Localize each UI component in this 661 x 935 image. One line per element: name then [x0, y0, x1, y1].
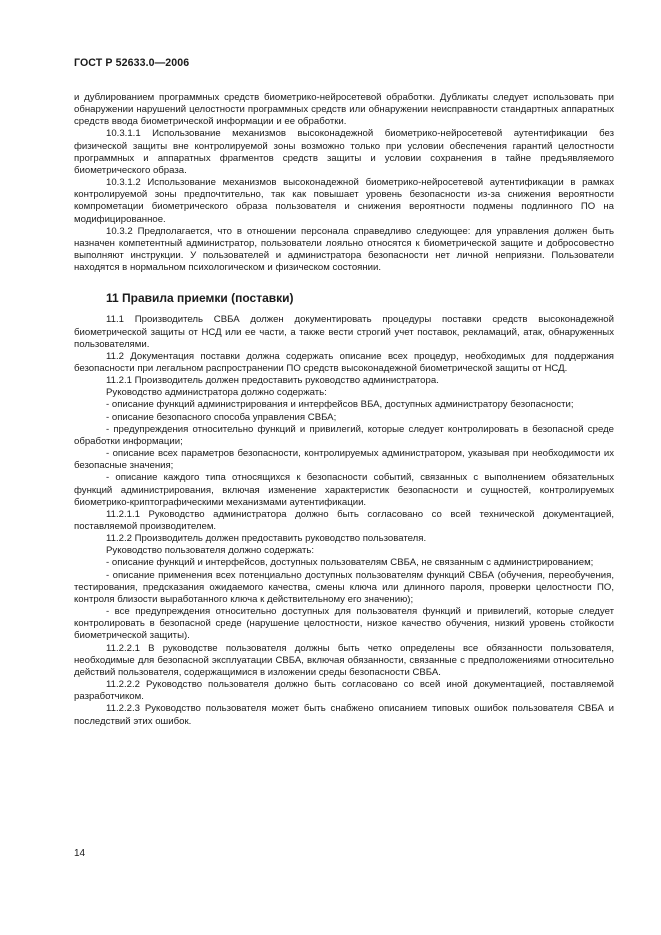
- list-item: - все предупреждения относительно доступных для пользователя функций и привилегий, которые следует контролировать в безопасной среде (нарушение целостности, низкое качество обучения, низкий уровень стойкости биометрической защиты).: [74, 606, 614, 642]
- paragraph: 11.2.2.3 Руководство пользователя может быть снабжено описанием типовых ошибок пользователя СВБА и последствий этих ошибок.: [74, 703, 614, 727]
- paragraph: 11.2.1.1 Руководство администратора должно быть согласовано со всей технической документацией, поставляемой производителем.: [74, 508, 614, 532]
- list-item: - описание применения всех потенциально доступных пользователям функций СВБА (обучения, переобучения, тестирования, предсказания ожидаемого качества, смены ключа или длинного пароля, проверки целостности ПО, контроля близости выработанного ключа к действительному его значению);: [74, 569, 614, 605]
- list-item: - описание функций и интерфейсов, доступных пользователям СВБА, не связанным с администрированием;: [106, 557, 594, 569]
- paragraph: 11.2 Документация поставки должна содержать описание всех процедур, необходимых для поддержания безопасности при легальном распространении ПО средств высоконадежной биометрической защиты от НСД.: [74, 350, 614, 374]
- paragraph: 11.2.2 Производитель должен предоставить руководство пользователя.: [106, 533, 427, 545]
- list-item: - описание каждого типа относящихся к безопасности событий, связанных с выполнением обязательных функций администрирования, включая изменение характеристик безопасности и сущностей, контролируемых биометрико-криптографическими механизмами аутентификации.: [74, 472, 614, 508]
- paragraph: Руководство пользователя должно содержать:: [106, 545, 315, 557]
- paragraph: 11.2.2.2 Руководство пользователя должно быть согласовано со всей иной документацией, поставляемой разработчиком.: [74, 679, 614, 703]
- paragraph: 10.3.1.1 Использование механизмов высоконадежной биометрико-нейросетевой аутентификации без физической защиты вне контролируемой зоны возможно только при условии обеспечения гарантий целостности программных и аппаратных фрагментов средств защиты и условии сохранения в тайне предъявляемого биометрического образа.: [74, 128, 614, 176]
- list-item: - описание безопасного способа управления СВБА;: [106, 411, 337, 423]
- paragraph: 10.3.2 Предполагается, что в отношении персонала справедливо следующее: для управления должен быть назначен компетентный администратор, пользователи лояльно относятся к биометрической защите и добросовестно выполняют инструкции. У пользователей и администратора безопасности нет личной неприязни. Пользователи находятся в нормальном психологическом и физическом состоянии.: [74, 225, 614, 274]
- paragraph: Руководство администратора должно содержать:: [106, 387, 327, 399]
- document-header: ГОСТ Р 52633.0—2006: [74, 57, 190, 69]
- document-body: [74, 92, 614, 728]
- list-item: - описание всех параметров безопасности, контролируемых администратором, указывая при необходимости их безопасные значения;: [74, 448, 614, 472]
- page-number: 14: [74, 848, 86, 859]
- section-heading: 11 Правила приемки (поставки): [106, 291, 294, 306]
- list-item: - описание функций администрирования и интерфейсов ВБА, доступных администратору безопасности;: [106, 399, 574, 411]
- paragraph: и дублированием программных средств биометрико-нейросетевой обработки. Дубликаты следует использовать при обнаружении нарушений целостности программных средств или обнаружении неисправности стандартных аппаратных средств ввода биометрической информации и ее обработки.: [74, 92, 614, 128]
- paragraph: 11.2.1 Производитель должен предоставить руководство администратора.: [106, 375, 439, 387]
- list-item: - предупреждения относительно функций и привилегий, которые следует контролировать в безопасной среде обработки информации;: [74, 423, 614, 447]
- paragraph: 11.2.2.1 В руководстве пользователя должны быть четко определены все обязанности пользователя, необходимые для безопасной эксплуатации СВБА, включая обязанности, связанные с предположениями относительно действий пользователя, содержащимися в изложении среды безопасности СВБА.: [74, 642, 614, 678]
- paragraph: 11.1 Производитель CBБА должен документировать процедуры поставки средств высоконадежной биометрической защиты от НСД или ее части, а также вести строгий учет поставок, рекламаций, атак, обнаруженных пользователями.: [74, 314, 614, 350]
- paragraph: 10.3.1.2 Использование механизмов высоконадежной биометрико-нейросетевой аутентификации в рамках контролируемой зоны предпочтительно, так как повышает уровень безопасности из-за снижения вероятности компрометации биометрического образа пользователя и снижения вероятности подмены подлинного ПО на модифицированное.: [74, 177, 614, 225]
